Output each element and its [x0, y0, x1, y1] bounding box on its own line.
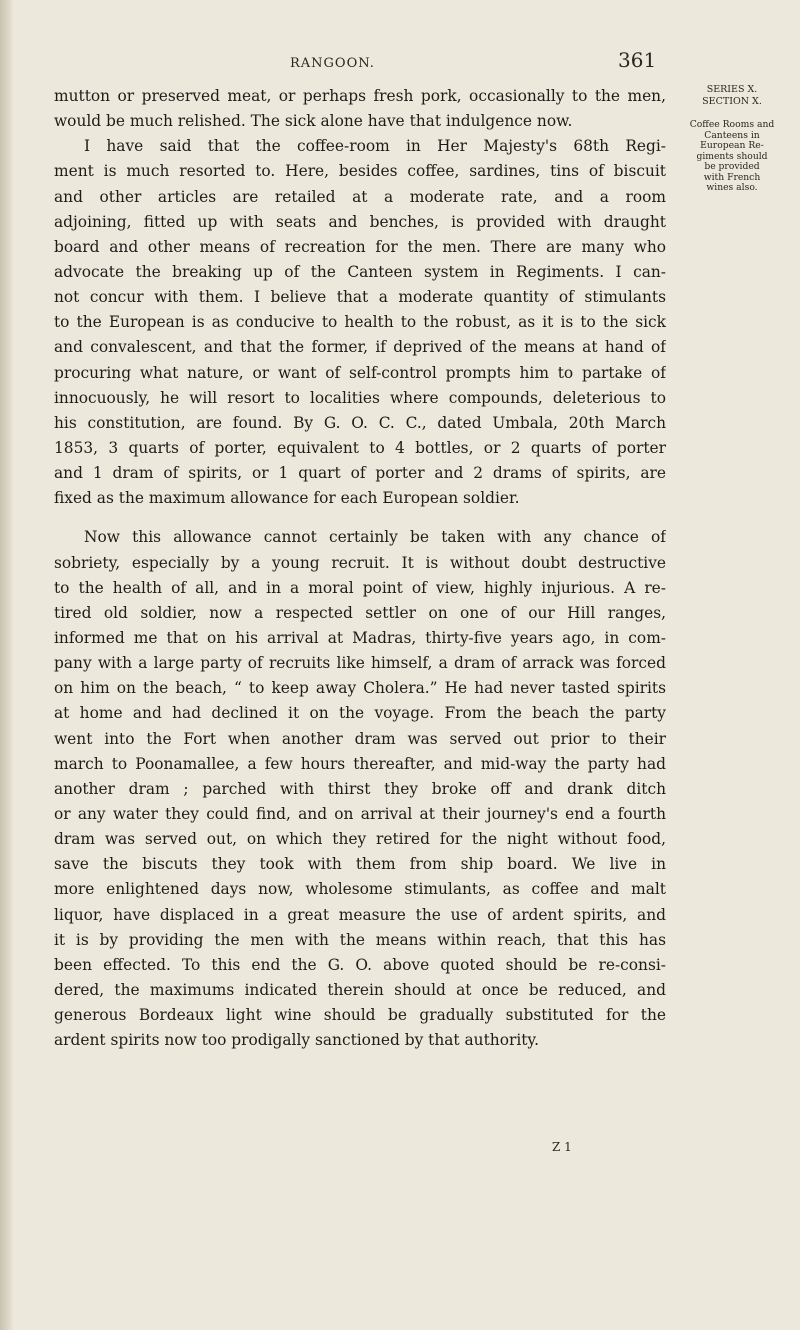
text-line: not concur with them. I believe that a moderate quantity of stimulants — [54, 288, 666, 307]
text-line: ment is much resorted to. Here, besides coffee, sardines, tins of biscuit — [54, 162, 666, 181]
marginal-note-line: Canteens in — [704, 129, 760, 141]
text-line: tired old soldier, now a respected settler on one of our Hill ranges, — [54, 603, 666, 622]
text-line: on him on the beach, “ to keep away Cholera.” He had never tasted spirits — [54, 679, 666, 698]
text-line: and convalescent, and that the former, if deprived of the means at hand of — [54, 338, 666, 357]
text-line: or any water they could find, and on arrival at their journey's end a fourth — [54, 804, 666, 823]
marginal-note-line: be provided — [704, 161, 760, 172]
text-line: would be much relished. The sick alone have that indulgence now. — [54, 112, 573, 131]
text-line: dram was served out, on which they retired for the night without food, — [54, 830, 666, 849]
text-line: adjoining, fitted up with seats and benches, is provided with draught — [54, 212, 666, 231]
marginal-note — [676, 120, 788, 194]
text-line: another dram ; parched with thirst they broke off and drank ditch — [54, 779, 666, 798]
text-line: went into the Fort when another dram was served out prior to their — [54, 729, 666, 748]
text-line: advocate the breaking up of the Canteen system in Regiments. I can- — [54, 262, 666, 281]
paragraph-1 — [54, 84, 666, 134]
text-line: march to Poonamallee, a few hours thereafter, and mid-way the party had — [54, 754, 666, 773]
text-line: sobriety, especially by a young recruit. It is without doubt destructive — [54, 553, 666, 572]
text-line: his constitution, are found. By G. O. C. C., dated Umbala, 20th March — [54, 413, 666, 432]
text-line: generous Bordeaux light wine should be gradually substituted for the — [54, 1006, 666, 1025]
running-head: RANGOON. — [290, 56, 375, 71]
text-line: fixed as the maximum allowance for each European soldier. — [54, 489, 520, 508]
marginal-note-line: giments should — [696, 150, 768, 162]
text-line: more enlightened days now, wholesome stimulants, as coffee and malt — [54, 880, 666, 899]
text-line: ardent spirits now too prodigally sanctioned by that authority. — [54, 1031, 539, 1050]
text-line: innocuously, he will resort to localities where compounds, deleterious to — [54, 388, 666, 407]
text-line: to the European is as conducive to health to the robust, as it is to the sick — [54, 313, 666, 332]
page-binding-edge — [0, 0, 14, 1330]
marginal-note-line: with French — [703, 171, 761, 183]
text-line: and other articles are retailed at a moderate rate, and a room — [54, 187, 666, 206]
marginal-note-line: European Re- — [700, 140, 764, 151]
text-line: to the health of all, and in a moral point of view, highly injurious. A re- — [54, 578, 666, 597]
signature-mark: Z 1 — [552, 1140, 572, 1154]
text-line: informed me that on his arrival at Madras, thirty-five years ago, in com- — [54, 628, 666, 647]
text-line: procuring what nature, or want of self-control prompts him to partake of — [54, 363, 666, 382]
text-line: and 1 dram of spirits, or 1 quart of porter and 2 drams of spirits, are — [54, 464, 666, 483]
text-line: save the biscuts they took with them from ship board. We live in — [54, 855, 666, 874]
text-line: 1853, 3 quarts of porter, equivalent to 4 bottles, or 2 quarts of porter — [54, 438, 666, 457]
text-line: I have said that the coffee-room in Her Majesty's 68th Regi- — [84, 137, 666, 156]
paragraph-2 — [54, 134, 666, 511]
text-line: liquor, have displaced in a great measure the use of ardent spirits, and — [54, 905, 666, 924]
text-line: pany with a large party of recruits like himself, a dram of arrack was forced — [54, 654, 666, 673]
series-label: SERIES X. — [706, 84, 758, 95]
text-line: at home and had declined it on the voyage. From the beach the party — [54, 704, 666, 723]
text-line: it is by providing the men with the means within reach, that this has — [54, 930, 666, 949]
marginal-note-line: Coffee Rooms and — [689, 119, 775, 130]
body-text — [54, 84, 666, 1053]
section-label: SECTION X. — [702, 96, 762, 107]
text-line: been effected. To this end the G. O. above quoted should be re-consi- — [54, 955, 666, 974]
text-line: dered, the maximums indicated therein should at once be reduced, and — [54, 980, 666, 999]
page-number: 361 — [618, 48, 657, 72]
paragraph-3 — [54, 525, 666, 1053]
text-line: mutton or preserved meat, or perhaps fresh pork, occasionally to the men, — [54, 87, 666, 105]
text-line: board and other means of recreation for the men. There are many who — [54, 237, 666, 256]
text-line: Now this allowance cannot certainly be taken with any chance of — [84, 528, 666, 547]
series-section-label — [682, 84, 782, 108]
marginal-note-line: wines also. — [706, 182, 758, 193]
